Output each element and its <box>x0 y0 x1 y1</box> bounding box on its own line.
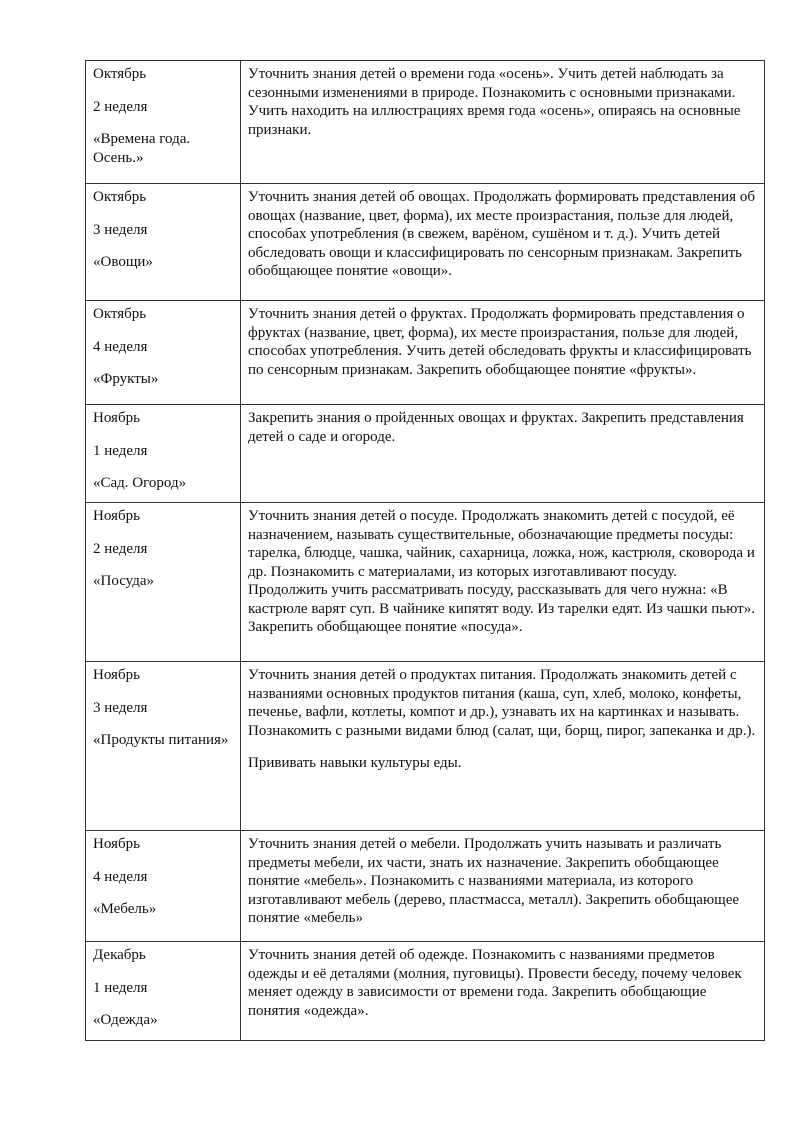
description-text: Уточнить знания детей о мебели. Продолжать учить называть и различать предметы мебели, их части, знать их назначение. Закрепить обобщающее понятие «мебель». Познакомить с названиями материала, из которого изготавливают мебель (дерево, пластмасса, металл). Закрепить обобщающее понятие «мебель» <box>248 836 740 926</box>
table-row <box>86 405 765 503</box>
month-label: Ноябрь <box>93 508 140 524</box>
description-text: Уточнить знания детей об одежде. Познакомить с названиями предметов одежды и её деталями (молния, пуговицы). Провести беседу, почему человек меняет одежду в зависимости от времени года. Закрепить обобщающие понятия «одежда». <box>248 947 742 1019</box>
table-row <box>86 831 765 942</box>
topic-label: «Фрукты» <box>93 371 159 387</box>
thematic-plan-table <box>85 60 765 1041</box>
description-cell <box>241 61 765 184</box>
week-label: 1 неделя <box>93 979 148 996</box>
period-cell <box>86 61 241 184</box>
description-text: Уточнить знания детей об овощах. Продолжать формировать представления об овощах (название, цвет, форма), их месте произрастания, пользе для людей, способах употребления (в свежем, варёном, сушёном и т. д.). Учить детей обследовать овощи и классифицировать по сенсорным признакам. Закрепить обобщающее понятие «овощи». <box>248 189 755 279</box>
topic-label: «Овощи» <box>93 254 153 270</box>
month-label: Ноябрь <box>93 667 140 683</box>
period-cell <box>86 405 241 503</box>
topic-label: «Сад. Огород» <box>93 475 187 491</box>
description-text: Закрепить знания о пройденных овощах и фруктах. Закрепить представления детей о саде и огороде. <box>248 410 744 445</box>
month-label: Ноябрь <box>93 410 140 426</box>
month-label: Октябрь <box>93 66 147 82</box>
period-cell <box>86 184 241 301</box>
description-text: Уточнить знания детей о посуде. Продолжать знакомить детей с посудой, её назначением, называть существительные, обозначающие предметы посуды: тарелка, блюдце, чашка, чайник, сахарница, ложка, нож, кастрюля, сковорода и др. Познакомить с материалами, из которых изготавливают посуду. Продолжить учить рассматривать посуду, рассказывать для чего нужна: «В кастрюле варят суп. В чайнике кипятят воду. Из тарелки едят. Из чашки пьют». Закрепить обобщающее понятие «посуда». <box>248 508 755 635</box>
month-label: Декабрь <box>93 947 146 963</box>
week-label: 2 неделя <box>93 98 148 115</box>
week-label: 3 неделя <box>93 221 148 238</box>
week-label: 4 неделя <box>93 868 148 885</box>
description-text: Уточнить знания детей о продуктах питания. Продолжать знакомить детей с названиями основных продуктов питания (каша, суп, хлеб, молоко, конфеты, печенье, вафли, котлеты, компот и др.), узнавать их на картинках и называть. Познакомить с разными видами блюд (салат, щи, борщ, пирог, запеканка и др.). <box>248 667 756 739</box>
table-row <box>86 301 765 405</box>
week-label: 2 неделя <box>93 540 148 557</box>
month-label: Ноябрь <box>93 836 140 852</box>
table-row <box>86 61 765 184</box>
topic-label: «Одежда» <box>93 1012 158 1028</box>
description-cell <box>241 405 765 503</box>
description-cell <box>241 184 765 301</box>
description-text: Уточнить знания детей о фруктах. Продолжать формировать представления о фруктах (название, цвет, форма), их месте произрастания, пользе для людей, способах употребления. Учить детей обследовать фрукты и классифицировать по сенсорным признакам. Закрепить обобщающее понятие «фрукты». <box>248 306 752 378</box>
topic-label: «Посуда» <box>93 573 155 589</box>
topic-label: «Мебель» <box>93 901 157 917</box>
table-row <box>86 503 765 662</box>
description-cell <box>241 662 765 831</box>
period-cell <box>86 831 241 942</box>
week-label: 1 неделя <box>93 442 148 459</box>
period-cell <box>86 662 241 831</box>
description-cell <box>241 831 765 942</box>
month-label: Октябрь <box>93 189 147 205</box>
period-cell <box>86 503 241 662</box>
table-row <box>86 662 765 831</box>
description-text: Уточнить знания детей о времени года «осень». Учить детей наблюдать за сезонными изменениями в природе. Познакомить с основными признаками. Учить находить на иллюстрациях время года «осень», опираясь на основные признаки. <box>248 66 741 138</box>
description-cell <box>241 301 765 405</box>
week-label: 4 неделя <box>93 338 148 355</box>
table-row <box>86 942 765 1041</box>
topic-label: «Времена года. Осень.» <box>93 131 191 166</box>
month-label: Октябрь <box>93 306 147 322</box>
description-cell <box>241 503 765 662</box>
period-cell <box>86 942 241 1041</box>
week-label: 3 неделя <box>93 699 148 716</box>
description-extra-text: Прививать навыки культуры еды. <box>248 755 462 771</box>
description-cell <box>241 942 765 1041</box>
period-cell <box>86 301 241 405</box>
topic-label: «Продукты питания» <box>93 732 229 748</box>
table-row <box>86 184 765 301</box>
